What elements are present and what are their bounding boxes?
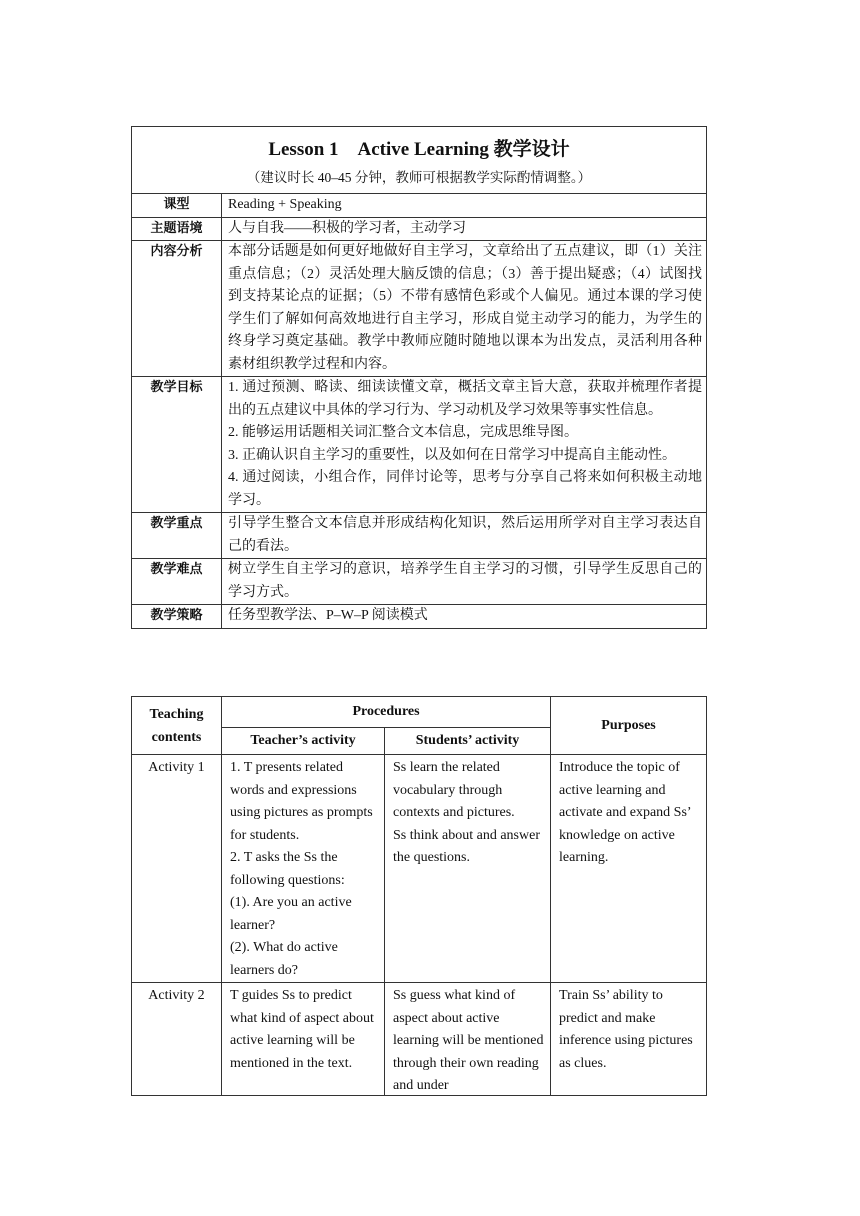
info-label: 课型 (132, 194, 222, 218)
info-value: Reading + Speaking (222, 194, 707, 218)
purposes-header: Purposes (551, 697, 707, 755)
info-label: 教学策略 (132, 605, 222, 629)
info-label: 教学难点 (132, 559, 222, 605)
info-label: 教学目标 (132, 377, 222, 513)
info-value: 任务型教学法、P–W–P 阅读模式 (222, 605, 707, 629)
lesson-header-cell (132, 127, 707, 194)
activity-label: Activity 1 (132, 755, 222, 983)
lesson-title: Lesson 1 Active Learning 教学设计 (268, 139, 570, 160)
activity-label: Activity 2 (132, 983, 222, 1096)
teacher-activity-header: Teacher’s activity (222, 728, 385, 755)
teaching-contents-header: Teaching contents (132, 697, 222, 755)
teacher-activity-cell: T guides Ss to predict what kind of aspect about active learning will be mentioned in the text. (222, 983, 385, 1096)
procedures-header: Procedures (222, 697, 551, 728)
info-value: 引导学生整合文本信息并形成结构化知识，然后运用所学对自主学习表达自己的看法。 (222, 513, 707, 559)
purposes-cell: Introduce the topic of active learning and activate and expand Ss’ knowledge on active learning. (551, 755, 707, 983)
info-label: 主题语境 (132, 217, 222, 241)
info-value: 树立学生自主学习的意识，培养学生自主学习的习惯，引导学生反思自己的学习方式。 (222, 559, 707, 605)
info-value: 人与自我——积极的学习者，主动学习 (222, 217, 707, 241)
info-value: 1. 通过预测、略读、细读读懂文章，概括文章主旨大意，获取并梳理作者提出的五点建议中具体的学习行为、学习动机及学习效果等事实性信息。 2. 能够运用话题相关词汇整合文本信息，完成思维导图。 3. 正确认识自主学习的重要性，以及如何在日常学习中提高自主能动性。 4. 通过阅读，小组合作，同伴讨论等，思考与分享自己将来如何积极主动地学习。 (222, 377, 707, 513)
lesson-info-table (131, 126, 707, 629)
info-label: 教学重点 (132, 513, 222, 559)
students-activity-cell: Ss learn the related vocabulary through contexts and pictures. Ss think about and answer the questions. (385, 755, 551, 983)
procedures-table (131, 696, 707, 1096)
purposes-cell: Train Ss’ ability to predict and make inference using pictures as clues. (551, 983, 707, 1096)
info-value: 本部分话题是如何更好地做好自主学习，文章给出了五点建议，即（1）关注重点信息；（2）灵活处理大脑反馈的信息；（3）善于提出疑惑；（4）试图找到支持某论点的证据；（5）不带有感情色彩或个人偏见。通过本课的学习使学生们了解如何高效地进行自主学习，形成自觉主动学习的能力，为学生的终身学习奠定基础。教学中教师应随时随地以课本为出发点，灵活利用各种素材组织教学过程和内容。 (222, 241, 707, 377)
teacher-activity-cell: 1. T presents related words and expressions using pictures as prompts for students. 2. T asks the Ss the following questions: (1). Are you an active learner? (2). What do active learners do? (222, 755, 385, 983)
students-activity-cell: Ss guess what kind of aspect about active learning will be mentioned through their own reading and under (385, 983, 551, 1096)
info-label: 内容分析 (132, 241, 222, 377)
students-activity-header: Students’ activity (385, 728, 551, 755)
lesson-subtitle: （建议时长 40–45 分钟，教师可根据教学实际酌情调整。） (246, 170, 592, 185)
